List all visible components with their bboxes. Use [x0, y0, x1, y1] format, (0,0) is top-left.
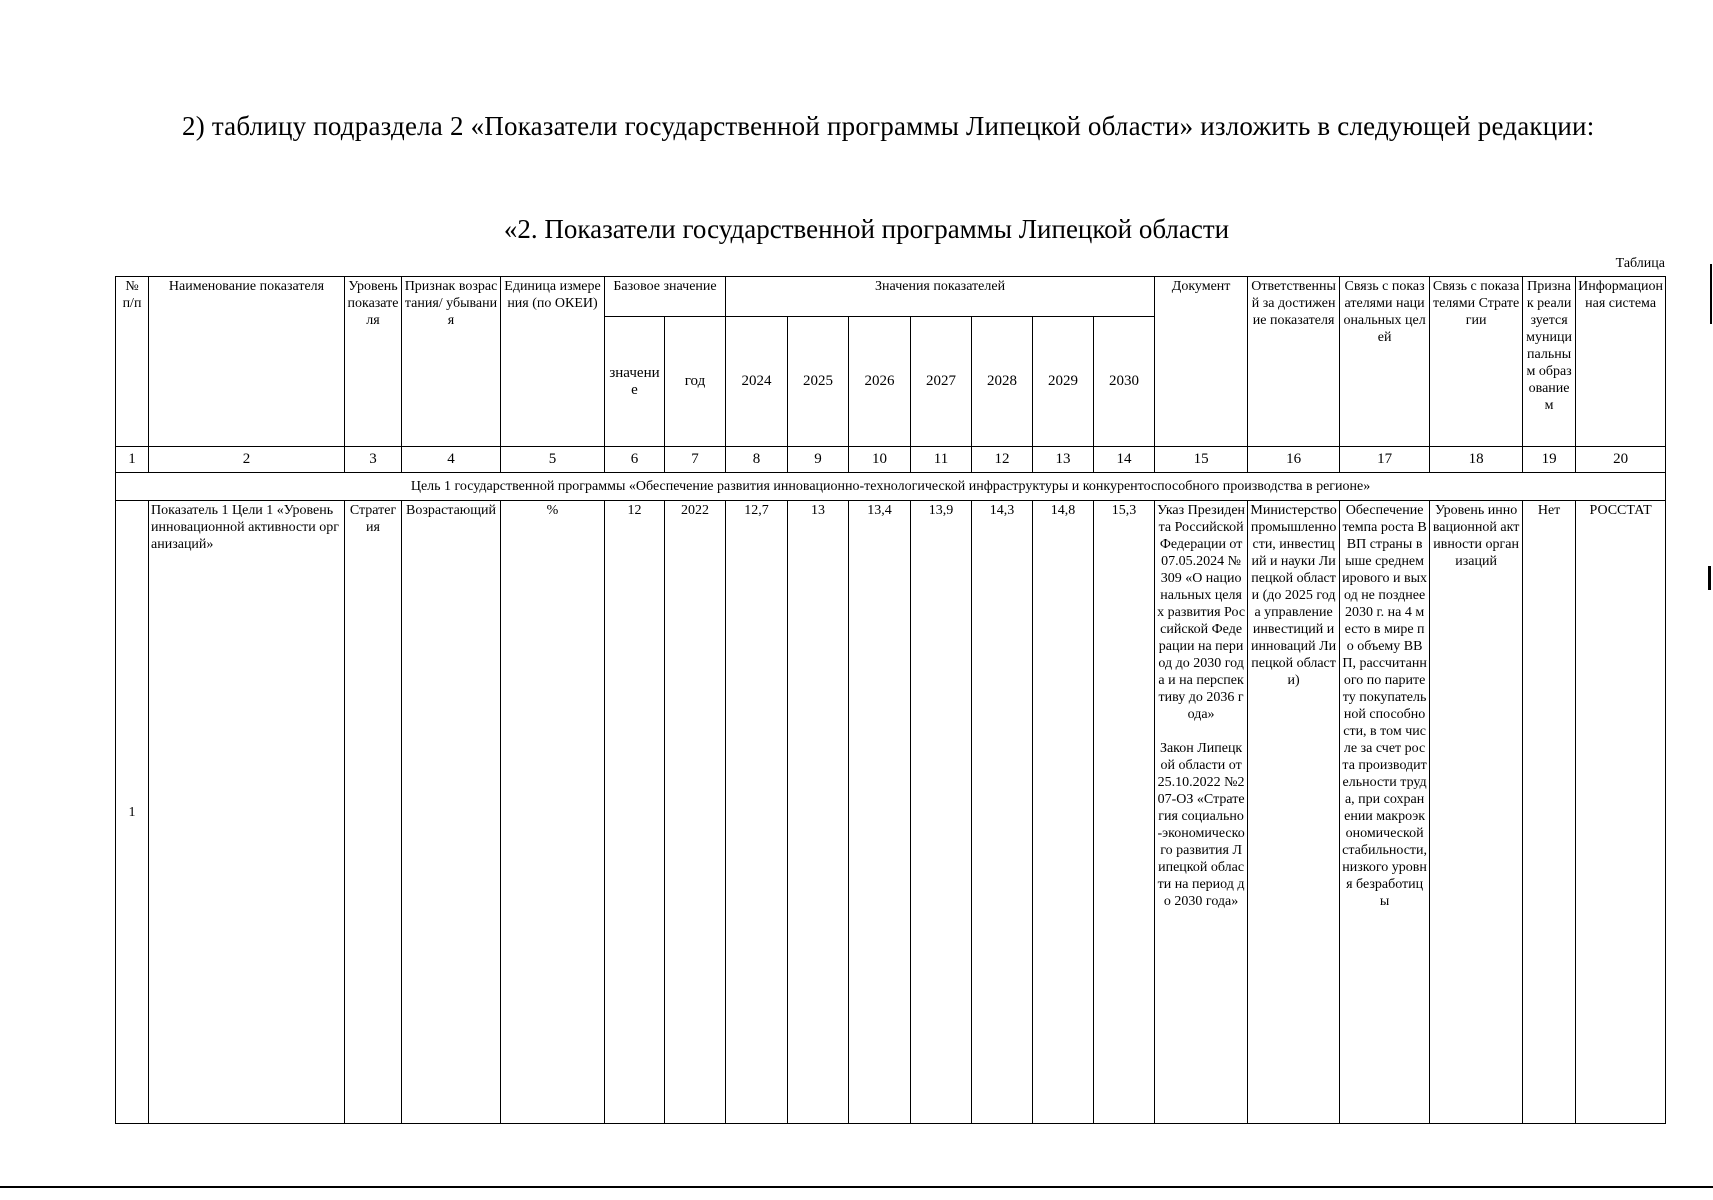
row-value-2029: 14,8 [1033, 501, 1094, 1124]
column-number: 10 [849, 447, 911, 473]
row-national-link: Обеспечение темпа роста ВВП страны выше среднемирового и выход не позднее 2030 г. на 4 место в мире по объему ВВП, рассчитанного по паритету покупательной способности, в том числе за счет роста производительности труда, при сохранении макроэкономической стабильности, низкого уровня безработицы [1340, 501, 1430, 1124]
intro-paragraph [114, 108, 1660, 144]
column-number: 8 [726, 447, 788, 473]
header-num: № п/п [116, 277, 149, 447]
header-responsible: Ответственный за достижение показателя [1248, 277, 1340, 447]
row-value-2028: 14,3 [972, 501, 1033, 1124]
scan-edge-mark [1710, 264, 1712, 324]
scan-bottom-edge [0, 1186, 1713, 1188]
column-number: 16 [1248, 447, 1340, 473]
row-name: Показатель 1 Цели 1 «Уровень инновационной активности организаций» [149, 501, 345, 1124]
row-document: Указ Президента Российской Федерации от 07.05.2024 № 309 «О национальных целях развития Российской Федерации на период до 2030 года и на перспективу до 2036 года» Закон Липецкой области от 25.10.2022 №207-ОЗ «Стратегия социально-экономического развития Липецкой области на период до 2030 года» [1155, 501, 1248, 1124]
row-level: Стратегия [345, 501, 402, 1124]
column-number: 12 [972, 447, 1033, 473]
header-year-2027: 2027 [911, 317, 972, 447]
header-document: Документ [1155, 277, 1248, 447]
header-base-value: значение [605, 317, 665, 447]
column-number: 4 [402, 447, 501, 473]
header-name: Наименование показателя [149, 277, 345, 447]
row-value-2026: 13,4 [849, 501, 911, 1124]
section-title: «2. Показатели государственной программы Липецкой области [503, 214, 1230, 244]
row-strategy-link: Уровень инновационной активности организаций [1430, 501, 1523, 1124]
header-unit: Единица измерения (по ОКЕИ) [501, 277, 605, 447]
intro-text: 2) таблицу подраздела 2 «Показатели государственной программы Липецкой области» изложить в следующей редакции: [182, 111, 1595, 141]
row-value-2024: 12,7 [726, 501, 788, 1124]
indicators-table [115, 276, 1666, 1124]
column-number: 18 [1430, 447, 1523, 473]
header-year-2029: 2029 [1033, 317, 1094, 447]
column-number: 7 [665, 447, 726, 473]
header-base-year: год [665, 317, 726, 447]
column-number: 17 [1340, 447, 1430, 473]
column-number: 5 [501, 447, 605, 473]
row-unit: % [501, 501, 605, 1124]
column-number: 9 [788, 447, 849, 473]
header-values: Значения показателей [726, 277, 1155, 317]
table-label: Таблица [1615, 256, 1665, 271]
header-year-2030: 2030 [1094, 317, 1155, 447]
table-row [116, 501, 1666, 1124]
row-municipal: Нет [1523, 501, 1576, 1124]
goal-row: Цель 1 государственной программы «Обеспечение развития инновационно-технологической инфраструктуры и конкурентоспособного производства в регионе» [116, 473, 1666, 501]
header-municipal: Признак реализуется муниципальным образованием [1523, 277, 1576, 447]
header-level: Уровень показателя [345, 277, 402, 447]
header-year-2025: 2025 [788, 317, 849, 447]
row-trend: Возрастающий [402, 501, 501, 1124]
header-year-2028: 2028 [972, 317, 1033, 447]
header-year-2024: 2024 [726, 317, 788, 447]
column-number: 6 [605, 447, 665, 473]
column-number: 2 [149, 447, 345, 473]
column-number: 15 [1155, 447, 1248, 473]
row-value-2025: 13 [788, 501, 849, 1124]
header-national-link: Связь с показателями национальных целей [1340, 277, 1430, 447]
column-number: 13 [1033, 447, 1094, 473]
header-info-system: Информационная система [1576, 277, 1666, 447]
row-base-value: 12 [605, 501, 665, 1124]
row-value-2027: 13,9 [911, 501, 972, 1124]
row-value-2030: 15,3 [1094, 501, 1155, 1124]
row-responsible: Министерство промышленности, инвестиций и науки Липецкой области (до 2025 года управление инвестиций и инноваций Липецкой области) [1248, 501, 1340, 1124]
column-number: 1 [116, 447, 149, 473]
header-year-2026: 2026 [849, 317, 911, 447]
column-number: 14 [1094, 447, 1155, 473]
row-num: 1 [116, 501, 149, 1124]
header-strategy-link: Связь с показателями Стратегии [1430, 277, 1523, 447]
column-number: 19 [1523, 447, 1576, 473]
column-number: 3 [345, 447, 402, 473]
scan-edge-mark [1708, 566, 1711, 590]
column-number: 11 [911, 447, 972, 473]
row-base-year: 2022 [665, 501, 726, 1124]
header-base: Базовое значение [605, 277, 726, 317]
row-info-system: РОССТАТ [1576, 501, 1666, 1124]
column-number: 20 [1576, 447, 1666, 473]
header-trend: Признак возрастания/ убывания [402, 277, 501, 447]
